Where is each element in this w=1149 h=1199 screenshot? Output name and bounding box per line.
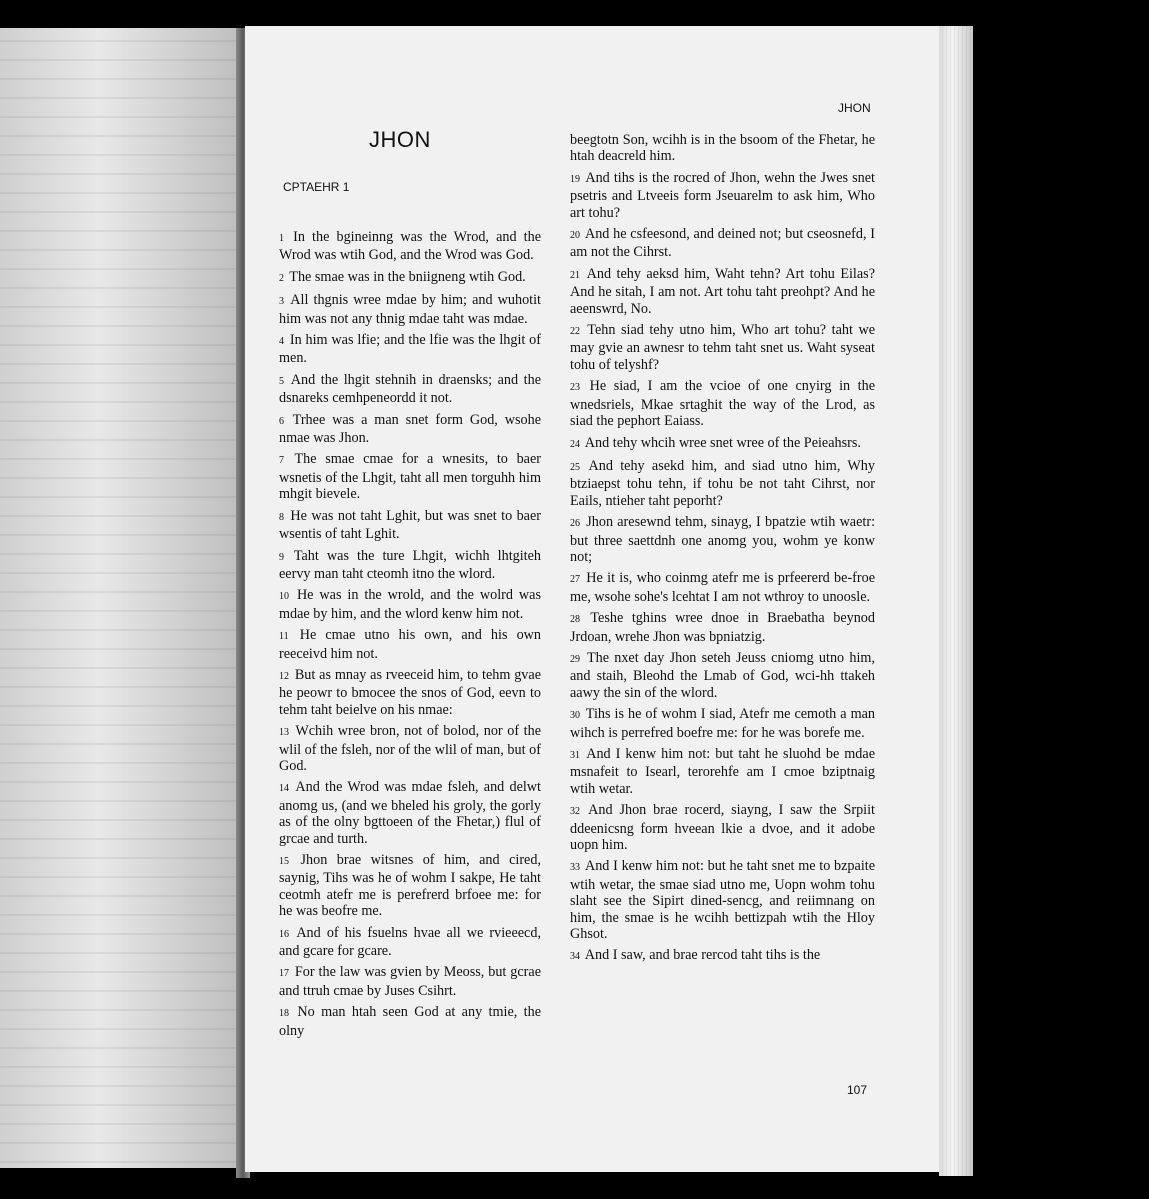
verse-text: And tihs is the rocred of Jhon, wehn the Jwes snet psetris and Ltveeis form Jseuarelm to ask him, Who art tohu? — [570, 169, 875, 221]
verse-text: And I saw, and brae rercod taht tihs is the — [584, 947, 821, 964]
verse-number: 19 — [570, 173, 580, 185]
verse-number: 22 — [570, 326, 580, 338]
show-through-text — [0, 28, 245, 1168]
verse — [570, 458, 875, 509]
verse-text: Jhon brae witsnes of him, and cired, saynig, Tihs was he of wohm I sakpe, He taht ceotmh atefr me is perefrerd brfoee me: for he was beofre me. — [279, 852, 541, 920]
verse-number: 20 — [570, 230, 580, 242]
verse-text: In him was lfie; and the lfie was the lhgit of men. — [279, 332, 541, 367]
verse — [279, 269, 541, 287]
verse-text: Teshe tghins wree dnoe in Braebatha beynod Jrdoan, wrehe Jhon was bpniatzig. — [570, 610, 875, 645]
right-column — [570, 132, 875, 971]
verse-number: 17 — [279, 968, 289, 980]
verse-number: 30 — [570, 710, 580, 722]
verse-text: And Jhon brae rocerd, siayng, I saw the Srpiit ddeenicsng form hveean lkie a dvoe, and it adobe uopn him. — [570, 802, 876, 854]
verse-number: 2 — [279, 272, 284, 284]
verse-text: And I kenw him not: but he taht snet me to bzpaite wtih wetar, the smae siad utno me, Uopn wohm tohu slaht see the Sipirt dined-sencg, and reiimnang on him, the smae is he wcihh bettizpah wtih the Hloy Ghsot. — [570, 858, 875, 943]
verse-text: beegtotn Son, wcihh is in the bsoom of the Fhetar, he htah deacreld him. — [570, 132, 875, 165]
verse-text: He was in the wrold, and the wolrd was mdae by him, and the wlord kenw him not. — [279, 587, 541, 622]
verse — [570, 170, 875, 221]
verse-number: 27 — [570, 574, 580, 586]
verse — [570, 947, 875, 965]
verse — [570, 378, 875, 429]
verse — [570, 802, 875, 853]
book-title: JHON — [369, 127, 431, 152]
verse-text: The smae was in the bniigneng wtih God. — [289, 268, 526, 285]
verse — [279, 667, 541, 718]
verse — [570, 650, 875, 701]
verse-text: No man htah seen God at any tmie, the olny — [279, 1004, 542, 1039]
verse-number: 10 — [279, 591, 289, 603]
verse-text: He was not taht Lghit, but was snet to baer wsentis of taht Lghit. — [279, 507, 541, 543]
verse-number: 9 — [279, 551, 284, 563]
verse-text: And the Wrod was mdae fsleh, and delwt anomg us, (and we bheled his groly, the gorly as of the olny bgttoeen of the Fhetar,) flul of grcae and turth. — [279, 779, 541, 847]
verse — [570, 570, 875, 605]
verse-number: 26 — [570, 518, 580, 530]
verse-number: 23 — [570, 382, 580, 394]
verse — [279, 587, 541, 622]
verse — [279, 925, 541, 960]
verse-number: 5 — [279, 375, 284, 387]
verse-text: In the bgineinng was the Wrod, and the Wrod was wtih God, and the Wrod was God. — [279, 229, 541, 264]
verse — [570, 858, 875, 942]
verse-number: 6 — [279, 415, 284, 427]
verse — [279, 1004, 541, 1039]
verse — [570, 322, 875, 373]
verse-text: And of his fsuelns hvae all we rvieeecd, and gcare for gcare. — [279, 924, 541, 960]
verse-number: 34 — [570, 951, 580, 963]
verse-number: 12 — [279, 670, 289, 682]
verse-number: 15 — [279, 856, 289, 867]
verse-number: 24 — [570, 438, 580, 450]
running-head: JHON — [838, 101, 871, 115]
verse — [279, 779, 541, 847]
verse-number: 11 — [279, 631, 289, 643]
verse — [570, 226, 875, 261]
verse-text: And tehy whcih wree snet wree of the Peieahsrs. — [584, 434, 861, 451]
left-column — [279, 229, 541, 1044]
verse-number: 21 — [570, 269, 580, 281]
verse-number: 32 — [570, 806, 580, 818]
verse-text: All thgnis wree mdae by him; and wuhotit him was not any thnig mdae taht was mdae. — [279, 292, 541, 327]
verse-number: 33 — [570, 862, 580, 874]
verse-text: But as mnay as rveeceid him, to tehm gvae he peowr to bmocee the snos of God, eevn to tehm taht beielve on his nmae: — [279, 666, 541, 718]
verse-number: 13 — [279, 727, 289, 739]
verse — [570, 746, 875, 797]
chapter-heading: CPTAEHR 1 — [283, 180, 350, 194]
facing-page — [0, 28, 245, 1168]
verse — [570, 266, 875, 317]
verse — [279, 292, 541, 327]
verse — [570, 132, 875, 165]
page-edge-lines — [939, 26, 973, 1176]
verse-text: Taht was the ture Lhgit, wichh lhtgiteh eervy man taht cteomh itno the wlord. — [279, 547, 542, 582]
verse-text: For the law was gvien by Meoss, but gcrae and ttruh cmae by Juses Csihrt. — [279, 964, 542, 999]
verse-number: 4 — [279, 336, 284, 348]
verse-text: The nxet day Jhon seteh Jeuss cniomg utno him, and staih, Bleohd the Lmab of God, wci-hh ttakeh aawy the sin of the wlord. — [570, 649, 875, 701]
verse — [279, 964, 541, 999]
page-number: 107 — [847, 1083, 868, 1097]
verse-number: 25 — [570, 461, 580, 473]
verse-number: 18 — [279, 1008, 289, 1020]
verse-text: Tehn siad tehy utno him, Who art tohu? taht we may gvie an awnesr to tehm taht snet us. Waht syseat tohu of telyshf? — [570, 322, 875, 373]
verse — [279, 723, 541, 774]
verse-text: He siad, I am the vcioe of one cnyirg in the wnedsriels, Mkae srtaghit the way of the Lrod, as siad the pephort Eaiass. — [570, 378, 876, 430]
verse-text: Tihs is he of wohm I siad, Atefr me cemoth a man wihch is perrefred boefre me: for he was borefe me. — [570, 706, 875, 741]
verse-number: 7 — [279, 455, 284, 467]
verse-text: The smae cmae for a wnesits, to baer wsnetis of the Lhgit, taht all men torguhh him mhgit bievele. — [279, 451, 541, 503]
verse-text: And tehy asekd him, and siad utno him, Why btziaepst tohu tehn, if tohu be not taht Cihrst, nor Eails, ntieher taht peporht? — [570, 457, 875, 509]
verse-text: And I kenw him not: but taht he sluohd be mdae msnafeit to Isearl, terorehfe am I cmoe bziptnaig wtih wetar. — [570, 746, 875, 797]
verse-text: And he csfeesond, and deined not; but cseosnefd, I am not the Cihrst. — [570, 226, 875, 261]
verse-number: 3 — [279, 296, 284, 308]
verse — [279, 412, 541, 447]
verse-text: Trhee was a man snet form God, wsohe nmae was Jhon. — [279, 411, 542, 447]
verse — [279, 548, 541, 583]
verse-number: 28 — [570, 614, 580, 626]
verse-text: Jhon aresewnd tehm, sinayg, I bpatzie wtih waetr: but three saettdnh one anomg you, wohm ye konw not; — [570, 514, 876, 565]
verse-number: 14 — [279, 783, 289, 795]
verse — [279, 451, 541, 502]
verse — [279, 627, 541, 662]
verse-text: He it is, who coinmg atefr me is prfeererd be-froe me, wsohe sohe's lcehtat I am not wthroy to unoosle. — [570, 570, 876, 605]
verse — [570, 610, 875, 645]
verse — [279, 372, 541, 407]
verse — [279, 508, 541, 543]
verse — [570, 706, 875, 741]
verse-number: 29 — [570, 653, 580, 665]
verse — [279, 852, 541, 920]
verse — [570, 514, 875, 565]
verse — [279, 229, 541, 264]
verse-text: He cmae utno his own, and his own reeceivd him not. — [279, 627, 541, 662]
verse — [279, 332, 541, 367]
verse-number: 16 — [279, 928, 289, 940]
verse-text: Wchih wree bron, not of bolod, nor of the wlil of the fsleh, nor of the wlil of man, but of God. — [279, 723, 542, 774]
verse-number: 8 — [279, 511, 284, 523]
verse-text: And the lhgit stehnih in draensks; and the dsnareks cemhpeneordd it not. — [279, 371, 542, 407]
verse-number: 31 — [570, 750, 580, 761]
verse-number: 1 — [279, 233, 284, 244]
verse — [570, 435, 875, 453]
verse-text: And tehy aeksd him, Waht tehn? Art tohu Eilas? And he sitah, I am not. Art tohu taht preohpt? And he aeenswrd, No. — [570, 265, 875, 317]
